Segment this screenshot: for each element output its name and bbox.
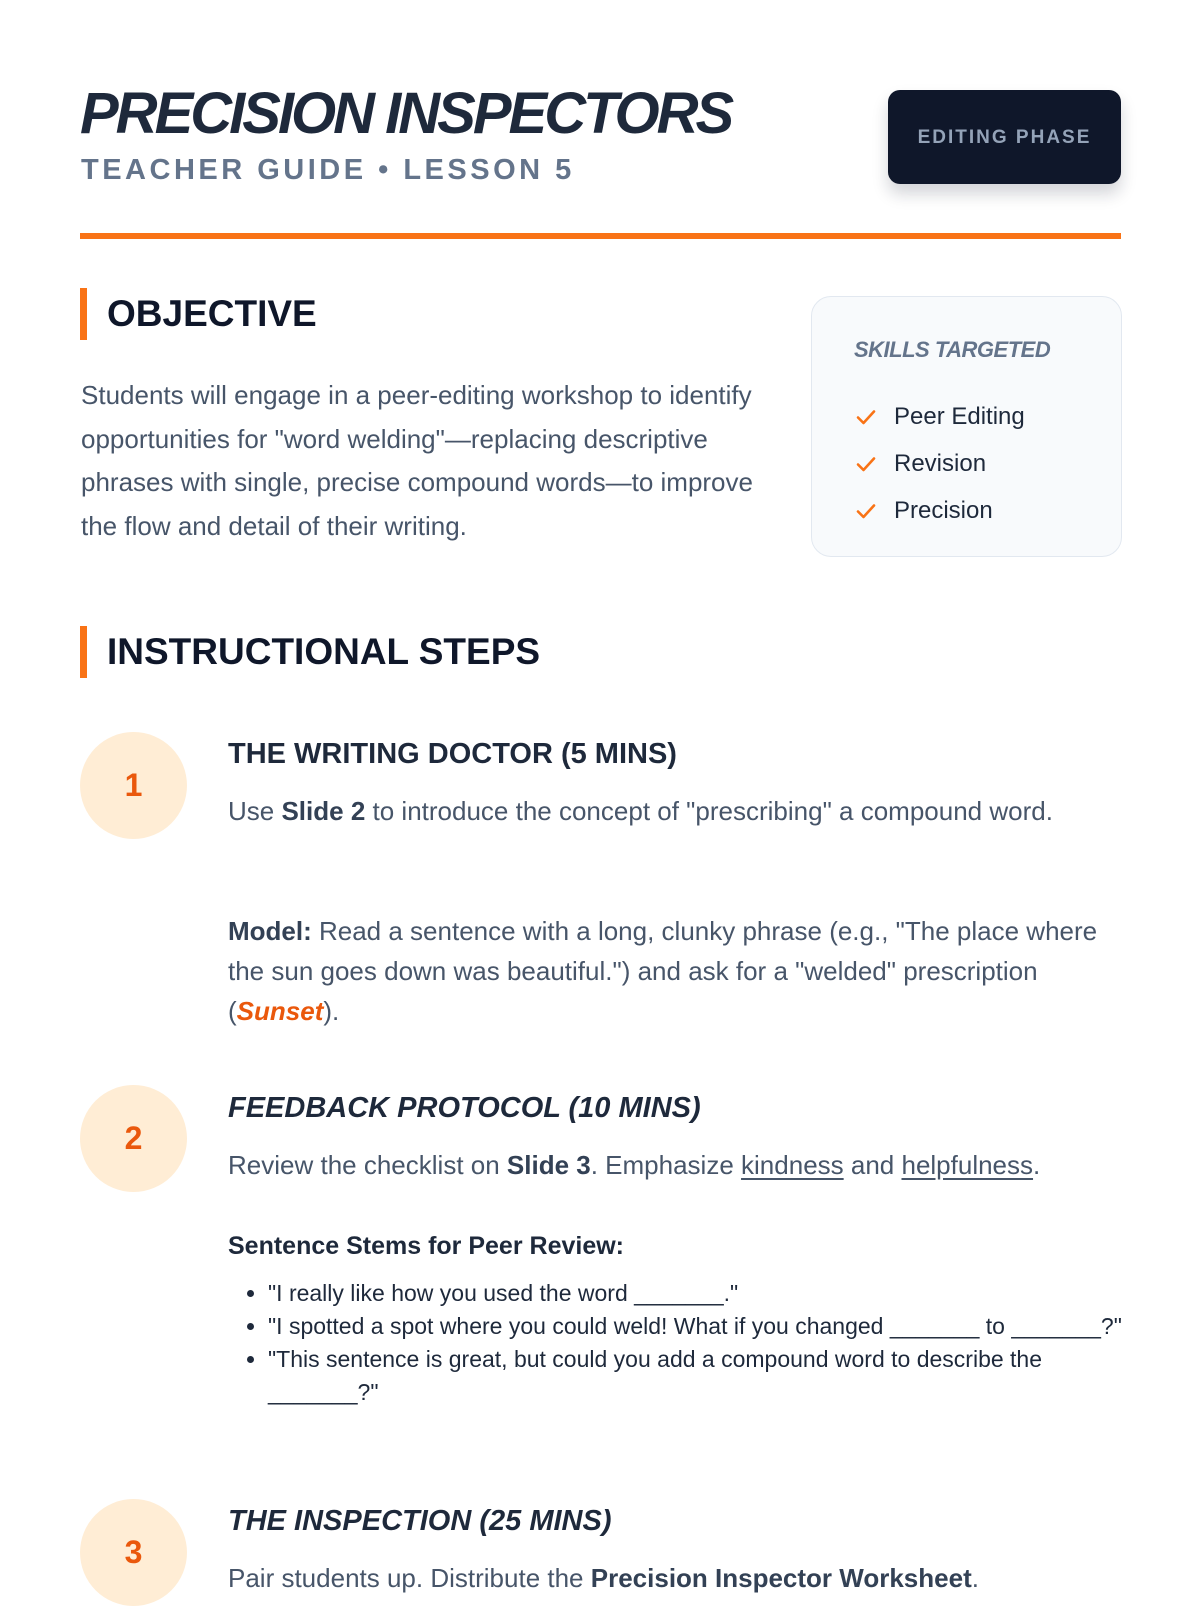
header-divider [80,233,1121,239]
page-subtitle: TEACHER GUIDE • LESSON 5 [81,154,575,186]
emphasis-helpfulness: helpfulness [901,1150,1034,1180]
step-number-badge: 1 [80,732,187,839]
skills-title: SKILLS TARGETED [854,337,1051,362]
step-title: FEEDBACK PROTOCOL (10 MINS) [228,1092,701,1124]
objective-text: Students will engage in a peer-editing workshop to identify opportunities for "word welding"—replacing descriptive phrases with single, precise compound words—to improve the flow and detail of their writing. [81,380,753,541]
list-item: • "I really like how you used the word _______." [268,1277,1128,1310]
slide-reference: Slide 2 [281,796,366,826]
steps-heading: INSTRUCTIONAL STEPS [80,626,540,678]
step-number-badge: 3 [80,1499,187,1606]
skill-item [854,393,1025,440]
step-description: Use Slide 2 to introduce the concept of "prescribing" a compound word. [228,796,1053,826]
list-item: • "I spotted a spot where you could weld! What if you changed _______ to _______?" [268,1310,1128,1343]
step-description: Pair students up. Distribute the Precision Inspector Worksheet. [228,1563,979,1593]
step-model-text: Model: Read a sentence with a long, clunky phrase (e.g., "The place where the sun goes down was beautiful.") and ask for a "welded" prescription (Sunset). [228,916,1098,1026]
check-icon [854,499,878,523]
skill-label: Precision [894,496,993,524]
skills-list [854,393,1025,534]
sentence-stems-list [228,1277,1128,1409]
emphasis-kindness: kindness [741,1150,844,1180]
step-title: THE WRITING DOCTOR (5 MINS) [228,738,677,770]
check-icon [854,452,878,476]
skill-item [854,440,1025,487]
skill-item [854,487,1025,534]
list-item: • "This sentence is great, but could you add a compound word to describe the _______?" [268,1343,1128,1409]
sentence-stems-title: Sentence Stems for Peer Review: [228,1232,624,1260]
check-icon [854,405,878,429]
model-label: Model: [228,916,312,946]
skills-card [811,296,1122,557]
step-title: THE INSPECTION (25 MINS) [228,1505,612,1537]
phase-badge: EDITING PHASE [888,90,1121,184]
step-number-badge: 2 [80,1085,187,1192]
skill-label: Peer Editing [894,402,1025,430]
step-description: Review the checklist on Slide 3. Emphasize kindness and helpfulness. [228,1150,1041,1180]
slide-reference: Slide 3 [506,1150,591,1180]
example-answer: Sunset [236,996,324,1026]
skill-label: Revision [894,449,987,477]
page-title: PRECISION INSPECTORS [80,81,732,146]
objective-heading: OBJECTIVE [80,288,317,340]
worksheet-name: Precision Inspector Worksheet [590,1563,972,1593]
